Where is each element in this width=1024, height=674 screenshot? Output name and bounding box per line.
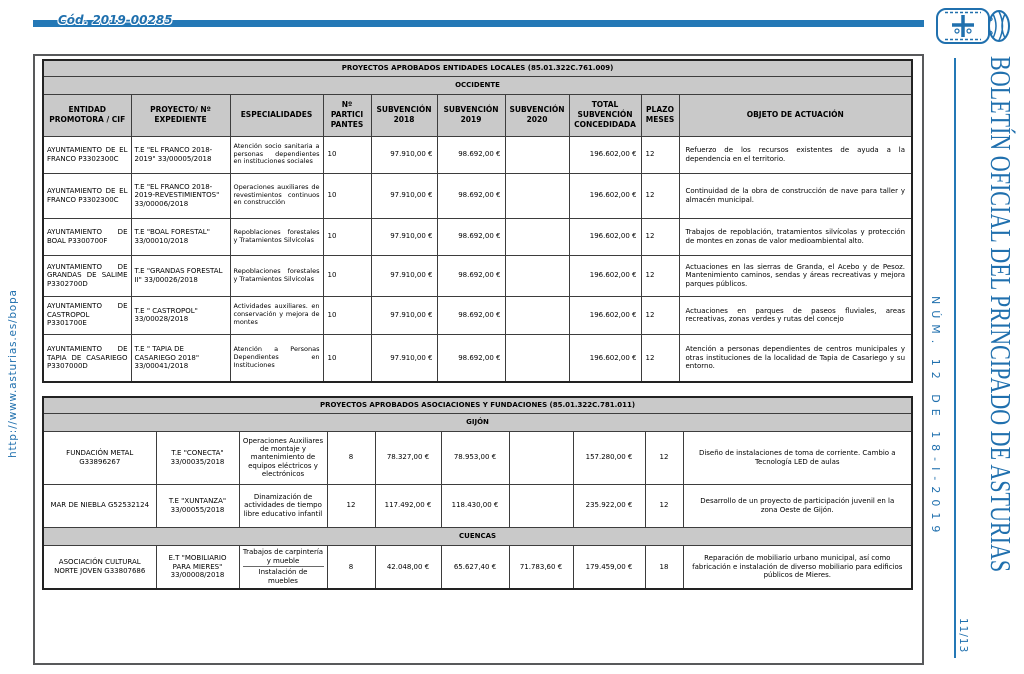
col-header-entidad: ENTIDAD PROMOTORA / CIF <box>43 94 131 136</box>
col-header-plazo: PLAZO MESES <box>641 94 679 136</box>
cell-subvencion-2020 <box>505 296 569 334</box>
cell-subvencion-2019: 65.627,40 € <box>441 545 509 589</box>
cell-entidad-promotora: AYUNTAMIENTO DE EL FRANCO P3302300C <box>43 173 131 218</box>
section-header-row <box>43 527 912 545</box>
cell-subvencion-2018: 97.910,00 € <box>371 136 437 173</box>
cell-num-participantes: 10 <box>323 218 371 255</box>
cell-subvencion-2018: 97.910,00 € <box>371 296 437 334</box>
cell-objeto-actuacion: Trabajos de repoblación, tratamientos silvícolas y protección de montes en zonas de valor medioambiental alto. <box>679 218 912 255</box>
table-row <box>43 431 912 484</box>
cell-plazo-meses: 12 <box>641 255 679 296</box>
cell-entidad-promotora: AYUNTAMIENTO DE TAPIA DE CASARIEGO P3307000D <box>43 334 131 382</box>
cell-objeto-actuacion: Continuidad de la obra de construcción de nave para taller y almacén municipal. <box>679 173 912 218</box>
cell-num-participantes: 10 <box>323 334 371 382</box>
cell-plazo-meses: 12 <box>645 431 683 484</box>
table-row <box>43 296 912 334</box>
col-header-subvencion-2019: SUBVENCIÓN 2019 <box>437 94 505 136</box>
cell-entidad-promotora: AYUNTAMIENTO DE GRANDAS DE SALIME P3302700D <box>43 255 131 296</box>
table-row <box>43 545 912 589</box>
cell-subvencion-2019: 78.953,00 € <box>441 431 509 484</box>
table2-title: PROYECTOS APROBADOS ASOCIACIONES Y FUNDACIONES (85.01.322C.781.011) <box>43 397 912 413</box>
col-header-participantes: Nº PARTICI PANTES <box>323 94 371 136</box>
asturias-crest-icon <box>935 3 1013 49</box>
issue-number-date: NÚM. 12 DE 18-I-2019 <box>929 296 942 539</box>
cell-subvencion-2018: 97.910,00 € <box>371 255 437 296</box>
cell-subvencion-2019: 98.692,00 € <box>437 173 505 218</box>
cell-plazo-meses: 18 <box>645 545 683 589</box>
cell-subvencion-2018: 97.910,00 € <box>371 218 437 255</box>
cell-objeto-actuacion: Desarrollo de un proyecto de participación juvenil en la zona Oeste de Gijón. <box>683 484 912 527</box>
cell-plazo-meses: 12 <box>645 484 683 527</box>
cell-especialidades: Operaciones Auxiliares de montaje y mantenimiento de equipos eléctricos y electrónicos <box>239 431 327 484</box>
cell-objeto-actuacion: Actuaciones en parques de paseos fluviales, areas recreativas, zonas verdes y rutas del concejo <box>679 296 912 334</box>
cell-especialidades: Repoblaciones forestales y Tratamientos Silvícolas <box>230 255 323 296</box>
cell-objeto-actuacion: Diseño de instalaciones de toma de corriente. Cambio a Tecnología LED de aulas <box>683 431 912 484</box>
col-header-objeto: OBJETO DE ACTUACIÓN <box>679 94 912 136</box>
cell-subvencion-2018: 78.327,00 € <box>375 431 441 484</box>
cell-subvencion-2020 <box>509 431 573 484</box>
table1-column-headers <box>43 94 912 136</box>
cell-subvencion-2020 <box>505 255 569 296</box>
cell-objeto-actuacion: Atención a personas dependientes de centros municipales y otras instituciones de la localidad de Tapia de Casariego y su entorno. <box>679 334 912 382</box>
cell-subvencion-2019: 118.430,00 € <box>441 484 509 527</box>
cell-subvencion-2020 <box>505 218 569 255</box>
cell-proyecto-expediente: T.E " CASTROPOL" 33/00028/2018 <box>131 296 230 334</box>
cell-subvencion-2018: 97.910,00 € <box>371 173 437 218</box>
cell-especialidades: Operaciones auxiliares de revestimientos continuos en construcción <box>230 173 323 218</box>
cell-num-participantes: 10 <box>323 255 371 296</box>
cell-total-subvencion: 196.602,00 € <box>569 136 641 173</box>
cell-entidad-promotora: MAR DE NIEBLA G52532124 <box>43 484 156 527</box>
region-occidente: OCCIDENTE <box>43 76 912 94</box>
cell-total-subvencion: 196.602,00 € <box>569 218 641 255</box>
cell-entidad-promotora: AYUNTAMIENTO DE EL FRANCO P3302300C <box>43 136 131 173</box>
table-row <box>43 334 912 382</box>
cell-num-participantes: 12 <box>327 484 375 527</box>
cell-subvencion-2019: 98.692,00 € <box>437 136 505 173</box>
col-header-subvencion-2018: SUBVENCIÓN 2018 <box>371 94 437 136</box>
cell-num-participantes: 8 <box>327 431 375 484</box>
cell-total-subvencion: 196.602,00 € <box>569 173 641 218</box>
cell-especialidades: Atención a Personas Dependientes en Instituciones <box>230 334 323 382</box>
cell-proyecto-expediente: T.E "EL FRANCO 2018-2019-REVESTIMIENTOS" 33/00006/2018 <box>131 173 230 218</box>
cell-subvencion-2019: 98.692,00 € <box>437 334 505 382</box>
table-asociaciones-fundaciones <box>42 396 913 590</box>
table1-title: PROYECTOS APROBADOS ENTIDADES LOCALES (85.01.322C.761.009) <box>43 60 912 76</box>
document-code: Cód. 2019-00285 <box>58 13 173 27</box>
cell-plazo-meses: 12 <box>641 218 679 255</box>
right-blue-rule <box>954 58 956 658</box>
cell-subvencion-2019: 98.692,00 € <box>437 296 505 334</box>
cell-proyecto-expediente: T.E "BOAL FORESTAL" 33/00010/2018 <box>131 218 230 255</box>
cell-subvencion-2018: 117.492,00 € <box>375 484 441 527</box>
cell-subvencion-2020 <box>505 173 569 218</box>
cell-plazo-meses: 12 <box>641 173 679 218</box>
cell-objeto-actuacion: Actuaciones en las sierras de Granda, el Acebo y de Pesoz. Mantenimiento caminos, sendas y áreas recreativas y mejora parques públicos. <box>679 255 912 296</box>
page-number: 11/13 <box>957 618 969 654</box>
col-header-subvencion-2020: SUBVENCIÓN 2020 <box>505 94 569 136</box>
cell-subvencion-2020 <box>505 136 569 173</box>
region-gijón: GIJÓN <box>43 413 912 431</box>
cell-especialidades: Dinamización de actividades de tiempo libre educativo infantil <box>239 484 327 527</box>
cell-entidad-promotora: ASOCIACIÓN CULTURAL NORTE JOVEN G33807686 <box>43 545 156 589</box>
cell-especialidades-part: Trabajos de carpintería y mueble <box>242 548 324 565</box>
cell-total-subvencion: 196.602,00 € <box>569 296 641 334</box>
table-row <box>43 218 912 255</box>
cell-total-subvencion: 196.602,00 € <box>569 255 641 296</box>
cell-subvencion-2020 <box>505 334 569 382</box>
table-row <box>43 173 912 218</box>
cell-num-participantes: 10 <box>323 296 371 334</box>
page-border-box <box>33 54 924 665</box>
cell-proyecto-expediente: E.T "MOBILIARIO PARA MIERES" 33/00008/2018 <box>156 545 239 589</box>
cell-entidad-promotora: AYUNTAMIENTO DE BOAL P3300700F <box>43 218 131 255</box>
table-row <box>43 484 912 527</box>
cell-plazo-meses: 12 <box>641 136 679 173</box>
cell-subvencion-2020: 71.783,60 € <box>509 545 573 589</box>
cell-proyecto-expediente: T.E "XUNTANZA" 33/00055/2018 <box>156 484 239 527</box>
cell-num-participantes: 10 <box>323 173 371 218</box>
cell-proyecto-expediente: T.E "EL FRANCO 2018-2019" 33/00005/2018 <box>131 136 230 173</box>
cell-objeto-actuacion: Reparación de mobiliario urbano municipal, así como fabricación e instalación de diverso mobiliario para edificios públicos de Mieres. <box>683 545 912 589</box>
cell-plazo-meses: 12 <box>641 334 679 382</box>
cell-especialidades: Actividades auxiliares. en conservación y mejora de montes <box>230 296 323 334</box>
cell-subvencion-2019: 98.692,00 € <box>437 255 505 296</box>
table1-title-row <box>43 60 912 76</box>
cell-plazo-meses: 12 <box>641 296 679 334</box>
col-header-proyecto: PROYECTO/ Nº EXPEDIENTE <box>131 94 230 136</box>
cell-subvencion-2020 <box>509 484 573 527</box>
table-entidades-locales <box>42 59 913 383</box>
table-row <box>43 136 912 173</box>
cell-total-subvencion: 196.602,00 € <box>569 334 641 382</box>
cell-proyecto-expediente: T.E "CONECTA" 33/00035/2018 <box>156 431 239 484</box>
table-row <box>43 255 912 296</box>
cell-proyecto-expediente: T.E " TAPIA DE CASARIEGO 2018" 33/00041/2018 <box>131 334 230 382</box>
cell-num-participantes: 8 <box>327 545 375 589</box>
table1-region-row <box>43 76 912 94</box>
col-header-especialidades: ESPECIALIDADES <box>230 94 323 136</box>
cell-objeto-actuacion: Refuerzo de los recursos existentes de ayuda a la dependencia en el territorio. <box>679 136 912 173</box>
cell-total-subvencion: 157.280,00 € <box>573 431 645 484</box>
section-header-row <box>43 413 912 431</box>
cell-num-participantes: 10 <box>323 136 371 173</box>
cell-total-subvencion: 235.922,00 € <box>573 484 645 527</box>
table2-title-row <box>43 397 912 413</box>
col-header-total-subvencion: TOTAL SUBVENCIÓN CONCEDIDADA <box>569 94 641 136</box>
cell-subvencion-2019: 98.692,00 € <box>437 218 505 255</box>
cell-entidad-promotora: AYUNTAMIENTO DE CASTROPOL P3301700E <box>43 296 131 334</box>
region-cuencas: CUENCAS <box>43 527 912 545</box>
cell-especialidades-part: Instalación de muebles <box>243 566 324 586</box>
bopa-masthead-title: BOLETÍN OFICIAL DEL PRINCIPADO DE ASTURIAS <box>984 56 1016 573</box>
bopa-url-vertical: http://www.asturias.es/bopa <box>7 289 19 458</box>
cell-especialidades: Repoblaciones forestales y Tratamientos Silvícolas <box>230 218 323 255</box>
cell-entidad-promotora: FUNDACIÓN METAL G33896267 <box>43 431 156 484</box>
cell-proyecto-expediente: T.E "GRANDAS FORESTAL II" 33/00026/2018 <box>131 255 230 296</box>
cell-subvencion-2018: 97.910,00 € <box>371 334 437 382</box>
cell-total-subvencion: 179.459,00 € <box>573 545 645 589</box>
cell-especialidades: Atención socio sanitaria a personas dependientes en instituciones sociales <box>230 136 323 173</box>
cell-subvencion-2018: 42.048,00 € <box>375 545 441 589</box>
cell-especialidades <box>239 545 327 589</box>
